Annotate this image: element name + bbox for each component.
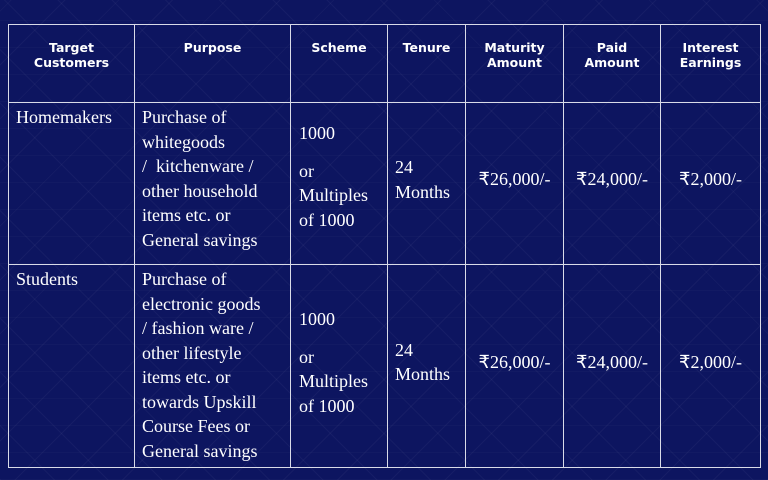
scheme-cell: 1000 or Multiples of 1000 — [291, 103, 388, 265]
header-purpose: Purpose — [135, 25, 291, 103]
tenure-cell: 24 Months — [388, 103, 466, 265]
interest-earnings-cell: ₹2,000/- — [661, 265, 761, 468]
maturity-amount-cell: ₹26,000/- — [466, 265, 564, 468]
header-interest-earnings: Interest Earnings — [661, 25, 761, 103]
purpose-cell: Purchase of electronic goods / fashion ware / other lifestyle items etc. or towards Upskill Course Fees or General savings — [135, 265, 291, 468]
maturity-amount-cell: ₹26,000/- — [466, 103, 564, 265]
savings-scheme-table — [8, 24, 761, 468]
scheme-cell: 1000 or Multiples of 1000 — [291, 265, 388, 468]
table-row-students — [9, 265, 761, 468]
paid-amount-cell: ₹24,000/- — [564, 103, 661, 265]
purpose-cell: Purchase of whitegoods / kitchenware / other household items etc. or General savings — [135, 103, 291, 265]
header-row — [9, 25, 761, 103]
header-tenure: Tenure — [388, 25, 466, 103]
interest-earnings-cell: ₹2,000/- — [661, 103, 761, 265]
customer-cell: Students — [9, 265, 135, 468]
tenure-cell: 24 Months — [388, 265, 466, 468]
header-scheme: Scheme — [291, 25, 388, 103]
paid-amount-cell: ₹24,000/- — [564, 265, 661, 468]
customer-cell: Homemakers — [9, 103, 135, 265]
header-paid-amount: Paid Amount — [564, 25, 661, 103]
header-maturity-amount: Maturity Amount — [466, 25, 564, 103]
table-row-homemakers — [9, 103, 761, 265]
header-target-customers: Target Customers — [9, 25, 135, 103]
